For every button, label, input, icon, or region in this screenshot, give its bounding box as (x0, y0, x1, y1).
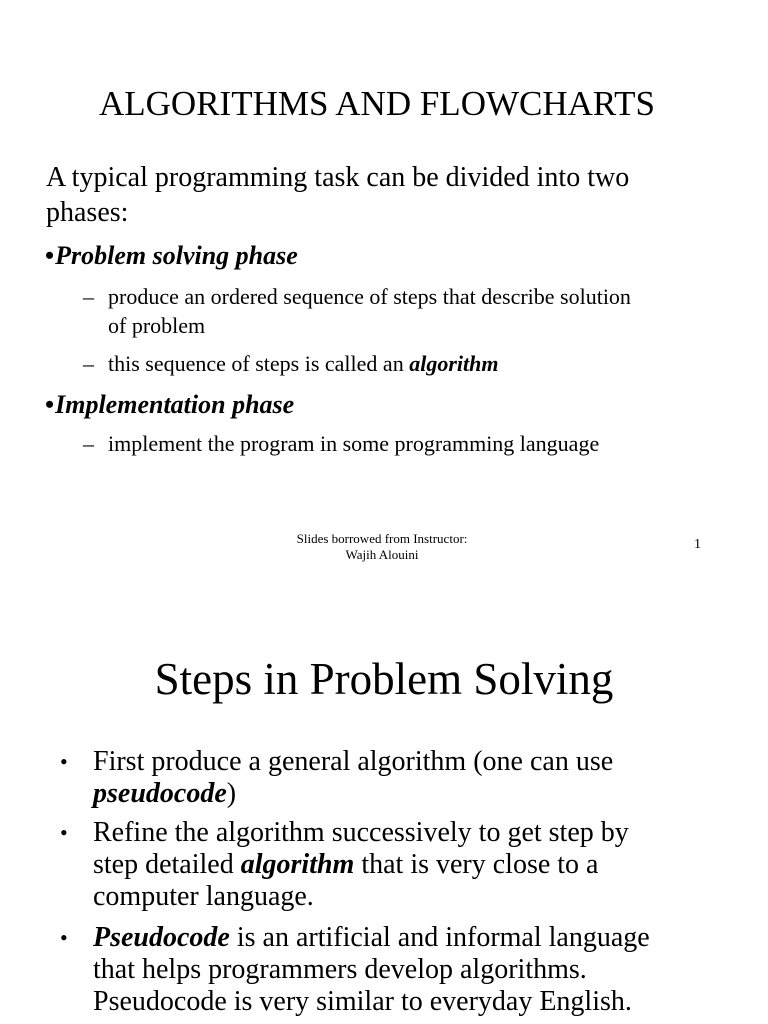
slide2-item1-cont (60, 778, 740, 810)
pseudocode-emphasis: pseudocode (93, 778, 227, 809)
item1-close: ) (226, 778, 237, 809)
item2-line2 (93, 849, 598, 881)
item2-pre: step detailed (93, 849, 241, 880)
item2-post: that is very close to a (354, 849, 599, 880)
footer-line2: Wajih Alouini (345, 547, 419, 562)
bullet-icon: • (60, 749, 68, 774)
item3-line1 (93, 922, 650, 954)
slide1-footer (240, 531, 524, 563)
bullet-icon: • (45, 390, 55, 419)
slide2-item3-cont (60, 954, 740, 986)
slide2-item1 (60, 746, 740, 778)
item2-line3: computer language. (93, 881, 314, 912)
dash-icon: – (83, 351, 94, 376)
bullet-icon: • (45, 241, 55, 270)
bullet-problem-solving-phase (45, 240, 298, 272)
slide2-title: Steps in Problem Solving (154, 654, 614, 704)
slide2-item2 (60, 817, 740, 849)
item3-line3: Pseudocode is very similar to everyday English. (93, 986, 632, 1017)
bullet-icon: • (60, 925, 68, 950)
problem-phase-sub1-line2: of problem (108, 313, 206, 338)
implementation-phase-sub1-text: implement the program in some programming language (108, 431, 600, 456)
item3-line1-rest: is an artificial and informal language (229, 922, 650, 953)
dash-icon: – (83, 431, 94, 456)
problem-phase-sub2 (83, 349, 743, 378)
pseudocode-emphasis: Pseudocode (93, 922, 230, 953)
slide2-item3 (60, 922, 740, 954)
slide2-item2-cont (60, 849, 740, 881)
problem-phase-sub1-line1: produce an ordered sequence of steps that describe solution (108, 284, 631, 309)
page-number: 1 (694, 537, 701, 552)
problem-phase-sub1-cont (83, 311, 743, 340)
implementation-phase-sub1 (83, 429, 743, 458)
problem-phase-sub1 (83, 282, 743, 311)
item3-line2: that helps programmers develop algorithms. (93, 954, 587, 985)
footer-line1: Slides borrowed from Instructor: (296, 531, 468, 546)
item1-line2 (93, 778, 236, 810)
sub2-plain: this sequence of steps is called an (108, 351, 410, 376)
slide2-item2-cont2 (60, 881, 740, 913)
algorithm-emphasis: algorithm (409, 351, 499, 376)
problem-phase-sub2-text (108, 349, 498, 378)
slide1-intro-line2: phases: (46, 197, 129, 228)
slide2-item3-cont2 (60, 986, 740, 1018)
dash-icon: – (83, 284, 94, 309)
problem-phase-label: Problem solving phase (55, 241, 298, 270)
slide1-title: ALGORITHMS AND FLOWCHARTS (99, 84, 655, 123)
slide1-intro-line1: A typical programming task can be divided into two (46, 162, 630, 193)
bullet-icon: • (60, 820, 68, 845)
implementation-phase-label: Implementation phase (55, 390, 295, 419)
item2-line1: Refine the algorithm successively to get step by (93, 817, 629, 848)
algorithm-emphasis: algorithm (240, 849, 355, 880)
item1-line1: First produce a general algorithm (one can use (93, 746, 614, 777)
bullet-implementation-phase (45, 389, 294, 421)
